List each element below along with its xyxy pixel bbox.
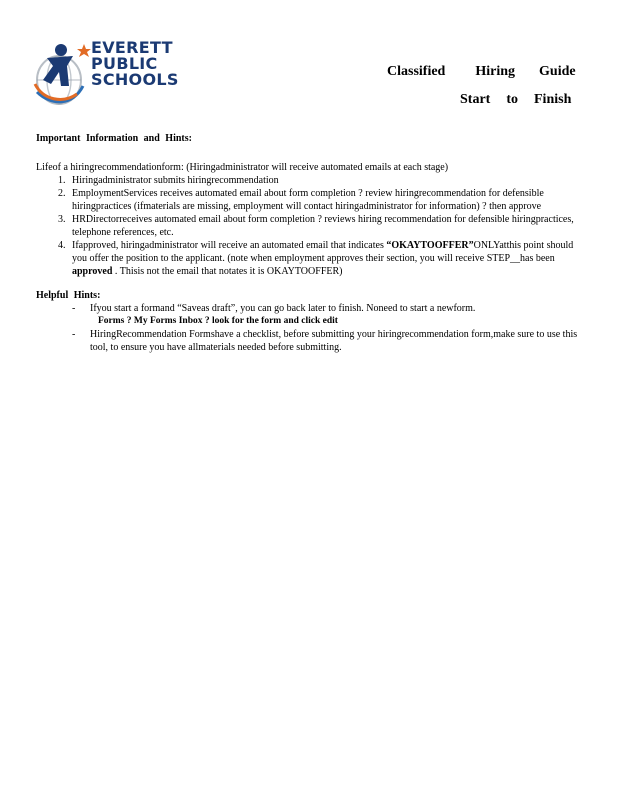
logo-wordmark — [91, 40, 179, 88]
step-item — [68, 174, 581, 187]
title-word-classified: Classified — [387, 64, 446, 79]
title-word-to: to — [506, 92, 518, 107]
step-text: HRDirectorreceives automated email about form completion ? reviews hiring recommendation for defensible hiringpractices, telephone references, etc. — [72, 214, 574, 238]
dash-bullet: - — [72, 329, 76, 340]
title-line-2 — [460, 92, 571, 108]
title-word-hiring: Hiring — [475, 64, 516, 79]
title-word-guide: Guide — [539, 64, 576, 79]
logo-line-public: PUBLIC — [91, 54, 158, 73]
steps-list — [36, 174, 581, 278]
step-text-pre: Ifapproved, hiringadministrator will receive an automated email that indicates — [72, 240, 387, 251]
logo-line-everett: EVERETT — [91, 38, 173, 57]
step-item — [68, 187, 581, 213]
step-item — [68, 239, 581, 278]
dash-bullet: - — [72, 303, 76, 314]
title-word-finish: Finish — [534, 92, 572, 107]
forms-path-line: Forms ? My Forms Inbox ? look for the form and click edit — [98, 316, 338, 326]
section-heading-helpful: Helpful Hints: — [36, 290, 101, 301]
step-item — [68, 213, 581, 239]
section-heading-important: Important Information and Hints: — [36, 133, 192, 144]
step-text: Hiringadministrator submits hiringrecommendation — [72, 175, 279, 186]
intro-line: Lifeof a hiringrecommendationform: (Hiringadministrator will receive automated emails at each stage) — [36, 162, 449, 173]
hint-text: HiringRecommendation Formshave a checklist, before submitting your hiringrecommendation form,make sure to use this tool, to ensure you have allmaterials needed before submitting. — [90, 329, 578, 353]
title-word-start: Start — [460, 92, 491, 107]
hint-item — [72, 302, 581, 315]
okay-to-offer-bold: “OKAYTOOFFER” — [386, 240, 474, 251]
step-text-post: . Thisis not the email that notates it is OKAYTOOFFER) — [112, 266, 343, 277]
hints-list-2 — [36, 328, 581, 354]
hints-list — [36, 302, 581, 315]
logo-emblem-icon — [33, 40, 91, 112]
title-line-1 — [387, 64, 576, 80]
approved-bold: approved — [72, 266, 113, 277]
step-text-mid: ONLYatthis point should you offer the position to the applicant. (note when employment approves their section, you will receive STEP__has been — [72, 240, 574, 264]
step-text: EmploymentServices receives automated email about form completion ? review hiringrecommendation for defensible hiringpractices (ifmaterials are missing, employment will contact hiringadministrator for information) ? then approve — [72, 188, 544, 212]
hint-text: Ifyou start a formand “Saveas draft”, you can go back later to finish. Noneed to start a newform. — [90, 303, 476, 314]
document-body — [36, 132, 581, 354]
everett-public-schools-logo — [33, 40, 193, 112]
logo-line-schools: SCHOOLS — [91, 70, 179, 89]
hint-item — [72, 328, 581, 354]
